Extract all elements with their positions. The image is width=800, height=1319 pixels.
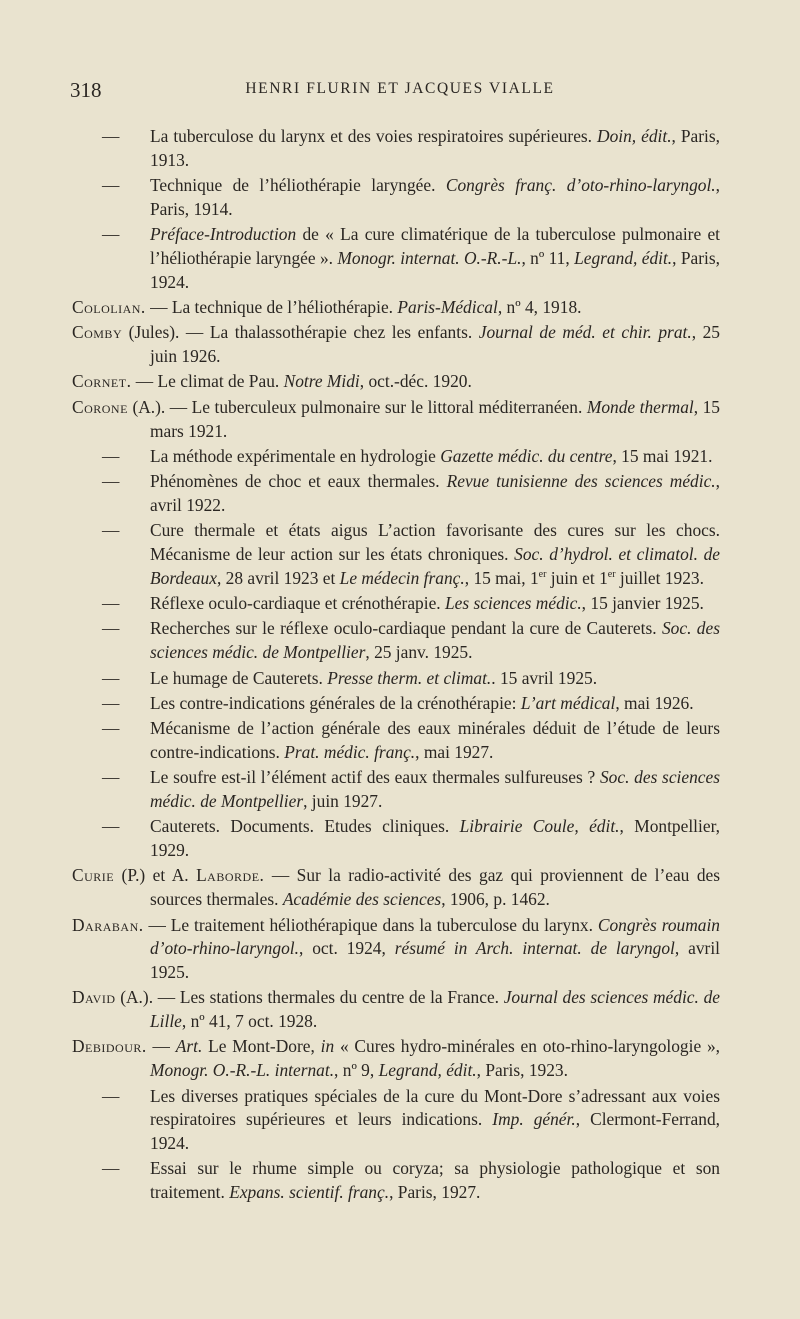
page-number: 318 (70, 78, 102, 102)
italic-text: Le médecin franç. (339, 567, 465, 588)
entry-text: juin et 1 (546, 567, 608, 588)
italic-text: Art. (175, 1036, 203, 1057)
entry-text: juillet 1923. (615, 567, 704, 588)
italic-text: Paris-Médical (397, 297, 498, 318)
bibliography-entry (72, 1035, 720, 1083)
bibliography-entry (72, 296, 720, 320)
entry-text: , 28 avril 1923 et (216, 567, 340, 588)
entry-text: Réflexe oculo-cardiaque et crénothérapie. (150, 593, 445, 614)
superscript: er (538, 569, 547, 581)
entry-text: Cure thermale et états aigus L’action favorisante des cures sur les chocs. Mécanisme de leur action sur les états chroniques. (150, 520, 720, 565)
entry-text: , nº 4, 1918. (497, 297, 582, 318)
bibliography-subentry (72, 766, 720, 814)
entry-text: — Sur la radio-activité des gaz qui proviennent de l’eau des sources thermales. (150, 865, 720, 910)
entry-text: , mai 1927. (415, 741, 494, 762)
italic-text: in (320, 1036, 335, 1057)
italic-text: Journal de méd. et chir. prat. (478, 322, 692, 343)
entry-text: , Paris, 1923. (476, 1060, 568, 1081)
entry-text: Recherches sur le réflexe oculo-cardiaque pendant la cure de Cauterets. (150, 618, 662, 639)
entry-text: (A.). — Le tuberculeux pulmonaire sur le littoral méditerranéen. (127, 396, 587, 417)
italic-text: Soc. des sciences médic. de Montpellier (150, 618, 720, 663)
entry-text: Le soufre est-il l’élément actif des eaux thermales sulfureuses ? (150, 767, 600, 788)
entry-text: . 15 avril 1925. (491, 667, 598, 688)
italic-text: Prat. médic. franç. (284, 741, 416, 762)
italic-text: Congrès franç. d’oto-rhino-laryngol. (445, 175, 716, 196)
italic-text: Préface-Introduction (150, 224, 297, 245)
italic-text: Legrand, édit. (378, 1060, 477, 1081)
italic-text: Revue tunisienne des sciences médic. (446, 471, 716, 492)
entry-text: Le humage de Cauterets. (150, 667, 328, 688)
italic-text: Presse therm. et climat. (327, 667, 492, 688)
entry-text: — Le traitement héliothérapique dans la tuberculose du larynx. (143, 914, 598, 935)
entry-text: , juin 1927. (303, 791, 383, 812)
author-name: Comby (72, 322, 123, 343)
entry-text: , Paris, 1913. (150, 126, 720, 170)
bibliography-subentry (72, 717, 720, 765)
italic-text: Notre Midi (283, 371, 360, 392)
running-head: HENRI FLURIN ET JACQUES VIALLE (245, 80, 555, 97)
entry-text: , 15 mai, 1 (464, 567, 539, 588)
entry-text: La méthode expérimentale en hydrologie (150, 445, 441, 466)
bibliography-subentry (72, 125, 720, 173)
entry-text: , 15 mai 1921. (612, 445, 713, 466)
bibliography-entry (72, 986, 720, 1034)
entry-text: , 1906, p. 1462. (441, 889, 550, 910)
bibliography-entry (72, 396, 720, 444)
entry-text: , nº 9, (334, 1060, 379, 1081)
entry-text: , Paris, 1927. (389, 1182, 481, 1203)
entry-text: (A.). — Les stations thermales du centre de la France. (115, 987, 504, 1008)
author-name: Corone (72, 396, 128, 417)
bibliography-subentry (72, 692, 720, 716)
italic-text: Monogr. O.-R.-L. internat. (150, 1060, 335, 1081)
entry-text: Technique de l’héliothérapie laryngée. (150, 175, 446, 196)
entry-text: — (146, 1036, 176, 1057)
entry-text: (P.) et A. (114, 865, 197, 886)
bibliography-subentry (72, 592, 720, 616)
entry-text: Cauterets. Documents. Etudes cliniques. (150, 816, 460, 837)
entry-text: , mai 1926. (615, 692, 694, 713)
entry-text: , nº 11, (521, 247, 575, 268)
entry-text: La tuberculose du larynx et des voies respiratoires supérieures. (150, 126, 598, 146)
bibliography-subentry (72, 1157, 720, 1205)
author-name: Cololian. (72, 297, 146, 318)
italic-text: Les sciences médic. (445, 593, 582, 614)
bibliography-entry (72, 321, 720, 369)
italic-text: Gazette médic. du centre (440, 445, 613, 466)
italic-text: L’art médical (520, 692, 616, 713)
author-name: Cornet. (72, 371, 132, 392)
italic-text: Librairie Coule, édit. (459, 816, 620, 837)
bibliography-subentry (72, 223, 720, 294)
entry-text: , Paris, 1914. (150, 175, 721, 219)
italic-text: Monde thermal (586, 396, 694, 417)
bibliography-subentry (72, 519, 720, 590)
italic-text: Legrand, édit. (574, 247, 673, 268)
bibliography-list (72, 125, 720, 1207)
bibliography-entry (72, 914, 720, 985)
entry-text: « Cures hydro-minérales en oto-rhino-laryngologie », (334, 1036, 721, 1057)
author-name: Curie (72, 865, 115, 886)
italic-text: Journal des sciences médic. de Lille (150, 987, 720, 1032)
page-header (70, 78, 730, 112)
entry-text: , 15 janvier 1925. (581, 593, 704, 614)
entry-text: , avril 1922. (150, 471, 721, 515)
italic-text: Monogr. internat. O.-R.-L. (337, 247, 522, 268)
entry-text: Les contre-indications générales de la crénothérapie: (150, 692, 521, 713)
bibliography-subentry (72, 815, 720, 863)
entry-text: Essai sur le rhume simple ou coryza; sa physiologie pathologique et son traitement. (150, 1158, 720, 1203)
bibliography-subentry (72, 667, 720, 691)
bibliography-subentry (72, 1085, 720, 1156)
entry-text: Le Mont-Dore, (202, 1036, 321, 1057)
italic-text: Expans. scientif. franç. (229, 1182, 390, 1203)
bibliography-entry (72, 370, 720, 394)
author-name: Laborde. (196, 865, 265, 886)
italic-text: Doin, édit. (597, 126, 672, 146)
entry-text: Mécanisme de l’action générale des eaux minérales déduit de l’étude de leurs contre-indications. (150, 718, 720, 762)
entry-text: Phénomènes de choc et eaux thermales. (150, 471, 447, 492)
entry-text: , nº 41, 7 oct. 1928. (181, 1011, 318, 1032)
author-name: David (72, 987, 116, 1008)
entry-text: , Montpellier, 1929. (150, 816, 721, 861)
entry-text: Les diverses pratiques spéciales de la cure du Mont-Dore s’adressant aux voies respiratoires supérieures et leurs indications. (150, 1085, 720, 1130)
entry-text: , 15 mars 1921. (150, 396, 720, 441)
entry-text: , oct. 1924, (298, 938, 395, 959)
bibliography-entry (72, 864, 720, 912)
entry-text: , 25 juin 1926. (150, 322, 720, 367)
entry-text: , Clermont-Ferrand, 1924. (150, 1109, 720, 1154)
entry-text: — La technique de l’héliothérapie. (145, 297, 398, 318)
author-name: Debidour. (72, 1036, 147, 1057)
italic-text: Soc. des sciences médic. de Montpellier (150, 767, 720, 812)
entry-text: , avril 1925. (150, 938, 720, 983)
bibliography-subentry (72, 174, 720, 222)
bibliography-subentry (72, 445, 720, 469)
italic-text: résumé in Arch. internat. de laryngol (394, 938, 675, 959)
entry-text: de « La cure climatérique de la tuberculose pulmonaire et l’héliothérapie laryngée ». (150, 224, 720, 268)
entry-text: — Le climat de Pau. (131, 371, 284, 392)
italic-text: Imp. génér. (492, 1109, 576, 1130)
italic-text: Soc. d’hydrol. et climatol. de Bordeaux (150, 544, 720, 588)
bibliography-subentry (72, 470, 720, 518)
superscript: er (607, 569, 616, 581)
italic-text: Congrès roumain d’oto-rhino-laryngol. (150, 914, 720, 959)
italic-text: Académie des sciences (282, 889, 442, 910)
entry-text: , 25 janv. 1925. (365, 642, 473, 663)
entry-text: , oct.-déc. 1920. (359, 371, 472, 392)
author-name: Daraban. (72, 914, 144, 935)
entry-text: , Paris, 1924. (150, 247, 720, 292)
entry-text: (Jules). — La thalassothérapie chez les enfants. (122, 322, 479, 343)
bibliography-subentry (72, 617, 720, 665)
